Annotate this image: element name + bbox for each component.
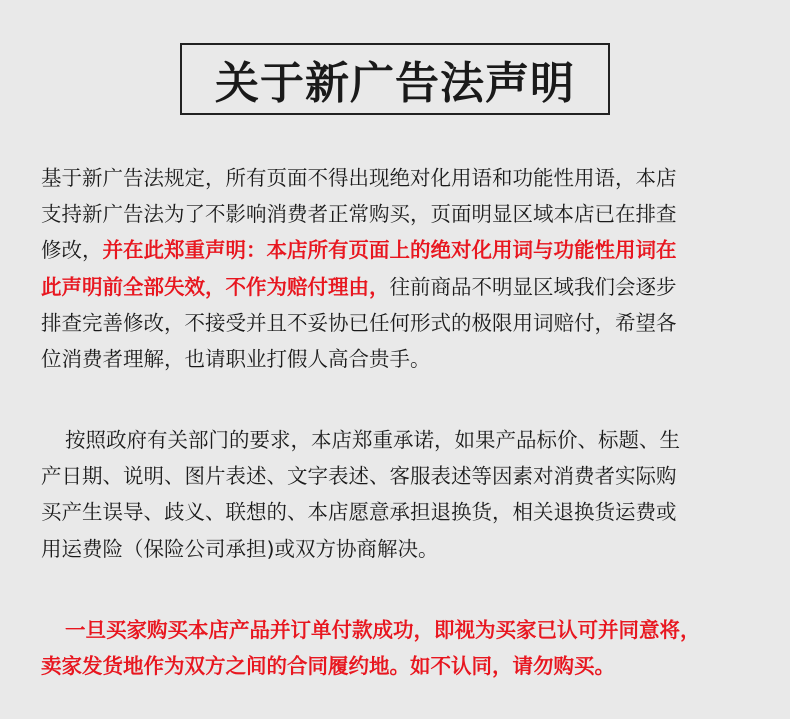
paragraph-line: 买产生误导、歧义、联想的、本店愿意承担退换货，相关退换货运费或 <box>41 500 677 525</box>
highlighted-statement: 卖家发货地作为双方之间的合同履约地。如不认同，请勿购买。 <box>41 654 615 679</box>
paragraph-line <box>41 232 753 268</box>
paragraph-line: 基于新广告法规定，所有页面不得出现绝对化用语和功能性用语，本店 <box>41 166 677 190</box>
highlighted-statement: 并在此郑重声明：本店所有页面上的绝对化用词与功能性用词在 <box>102 238 677 263</box>
title-box <box>180 43 610 115</box>
paragraph-line: 排查完善修改，不接受并且不妥协已任何形式的极限用词赔付，希望各 <box>41 310 677 335</box>
paragraph-text: 修改， <box>41 238 103 263</box>
paragraph-line: 支持新广告法为了不影响消费者正常购买，页面明显区域本店已在排查 <box>41 202 677 227</box>
disclaimer-paragraph <box>41 160 753 377</box>
paragraph-line: 位消费者理解，也请职业打假人高合贵手。 <box>41 346 431 371</box>
paragraph-text: 往前商品不明显区域我们会逐步 <box>389 274 677 299</box>
paragraph-line <box>41 269 753 305</box>
paragraph-line: 用运费险（保险公司承担)或双方协商解决。 <box>41 536 439 561</box>
purchase-agreement-paragraph <box>41 612 753 684</box>
highlighted-statement: 此声明前全部失效，不作为赔付理由， <box>41 274 390 299</box>
highlighted-statement: 一旦买家购买本店产品并订单付款成功，即视为买家已认可并同意将， <box>65 618 701 642</box>
paragraph-line: 按照政府有关部门的要求，本店郑重承诺，如果产品标价、标题、生 <box>65 428 680 452</box>
page-title: 关于新广告法声明 <box>215 58 575 109</box>
paragraph-line: 产日期、说明、图片表述、文字表述、客服表述等因素对消费者实际购 <box>41 464 677 489</box>
commitment-paragraph <box>41 422 753 567</box>
